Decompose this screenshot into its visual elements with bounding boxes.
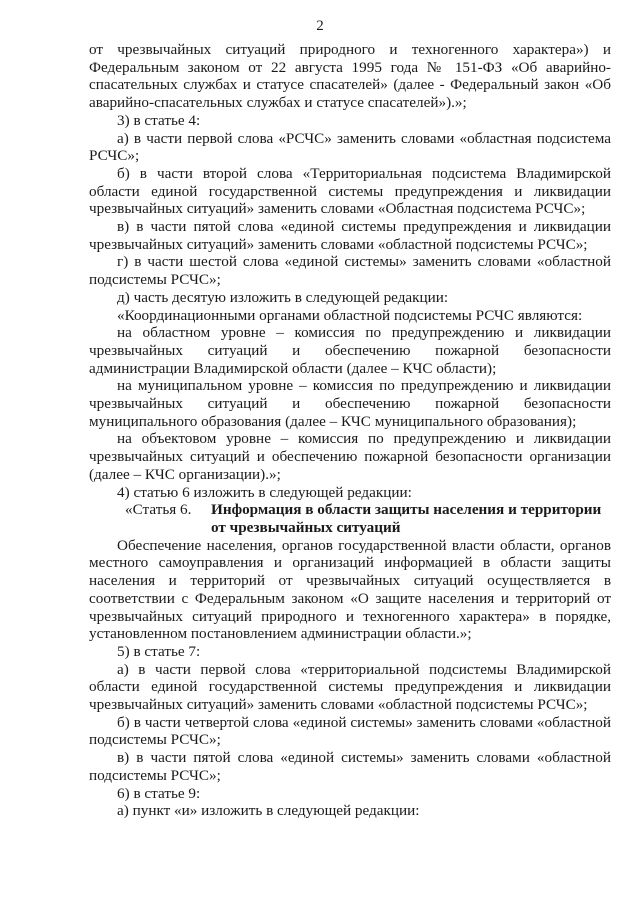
paragraph: г) в части шестой слова «единой системы» заменить словами «областной подсистемы РСЧС»;	[89, 253, 611, 289]
paragraph: д) часть десятую изложить в следующей редакции:	[117, 288, 449, 306]
paragraph: Обеспечение населения, органов государственной власти области, органов местного самоуправления и организаций информацией в области защиты населения и территорий от чрезвычайных ситуаций осуществляется в соответствии с Федеральным законом «О защите населения и территорий от чрезвычайных ситуаций природного и техногенного характера» в порядке, установленном постановлением администрации области.»;	[89, 536, 611, 643]
paragraph: 5) в статье 7:	[117, 642, 201, 660]
paragraph: от чрезвычайных ситуаций природного и техногенного характера») и Федеральным законом от 22 августа 1995 года № 151-ФЗ «Об аварийно-спасательных службах и статусе спасателей» (далее - Федеральный закон «Об аварийно-спасательных службах и статусе спасателей»).»;	[89, 41, 611, 112]
article-title	[211, 501, 611, 536]
paragraph: а) пункт «и» изложить в следующей редакции:	[117, 802, 420, 820]
paragraph: на объектовом уровне – комиссия по предупреждению и ликвидации чрезвычайных ситуаций и обеспечению пожарной безопасности организации (далее – КЧС организации).»;	[89, 430, 611, 483]
paragraph: 6) в статье 9:	[117, 784, 201, 802]
document-body	[89, 41, 611, 820]
article-heading	[89, 501, 611, 536]
paragraphs-before	[89, 41, 611, 501]
paragraph: «Координационными органами областной подсистемы РСЧС являются:	[117, 306, 583, 324]
paragraph: 3) в статье 4:	[117, 111, 201, 129]
article-title-line-1: Информация в области защиты населения и территории	[211, 501, 602, 519]
paragraph: а) в части первой слова «территориальной подсистемы Владимирской области единой государственной системы предупреждения и ликвидации чрезвычайных ситуаций» заменить словами «областной подсистемы РСЧС»;	[89, 660, 611, 714]
paragraphs-after	[89, 537, 611, 820]
page-number: 2	[316, 18, 324, 34]
paragraph: б) в части четвертой слова «единой системы» заменить словами «областной подсистемы РСЧС»;	[89, 713, 611, 749]
article-title-line-2: от чрезвычайных ситуаций	[211, 518, 401, 536]
article-label: «Статья 6.	[125, 501, 192, 519]
paragraph: а) в части первой слова «РСЧС» заменить словами «областная подсистема РСЧС»;	[89, 129, 611, 165]
paragraph: в) в части пятой слова «единой системы предупреждения и ликвидации чрезвычайных ситуаций» заменить словами «областной подсистемы РСЧС»;	[89, 218, 611, 253]
paragraph: на муниципальном уровне – комиссия по предупреждению и ликвидации чрезвычайных ситуаций и обеспечению пожарной безопасности муниципального образования (далее – КЧС муниципального образования);	[89, 377, 611, 430]
paragraph: 4) статью 6 изложить в следующей редакции:	[117, 483, 412, 501]
paragraph: б) в части второй слова «Территориальная подсистема Владимирской области единой государственной системы предупреждения и ликвидации чрезвычайных ситуаций» заменить словами «Областная подсистема РСЧС»;	[89, 164, 611, 218]
paragraph: на областном уровне – комиссия по предупреждению и ликвидации чрезвычайных ситуаций и обеспечению пожарной безопасности администрации Владимирской области (далее – КЧС области);	[89, 324, 611, 377]
paragraph: в) в части пятой слова «единой системы» заменить словами «областной подсистемы РСЧС»;	[89, 749, 611, 784]
